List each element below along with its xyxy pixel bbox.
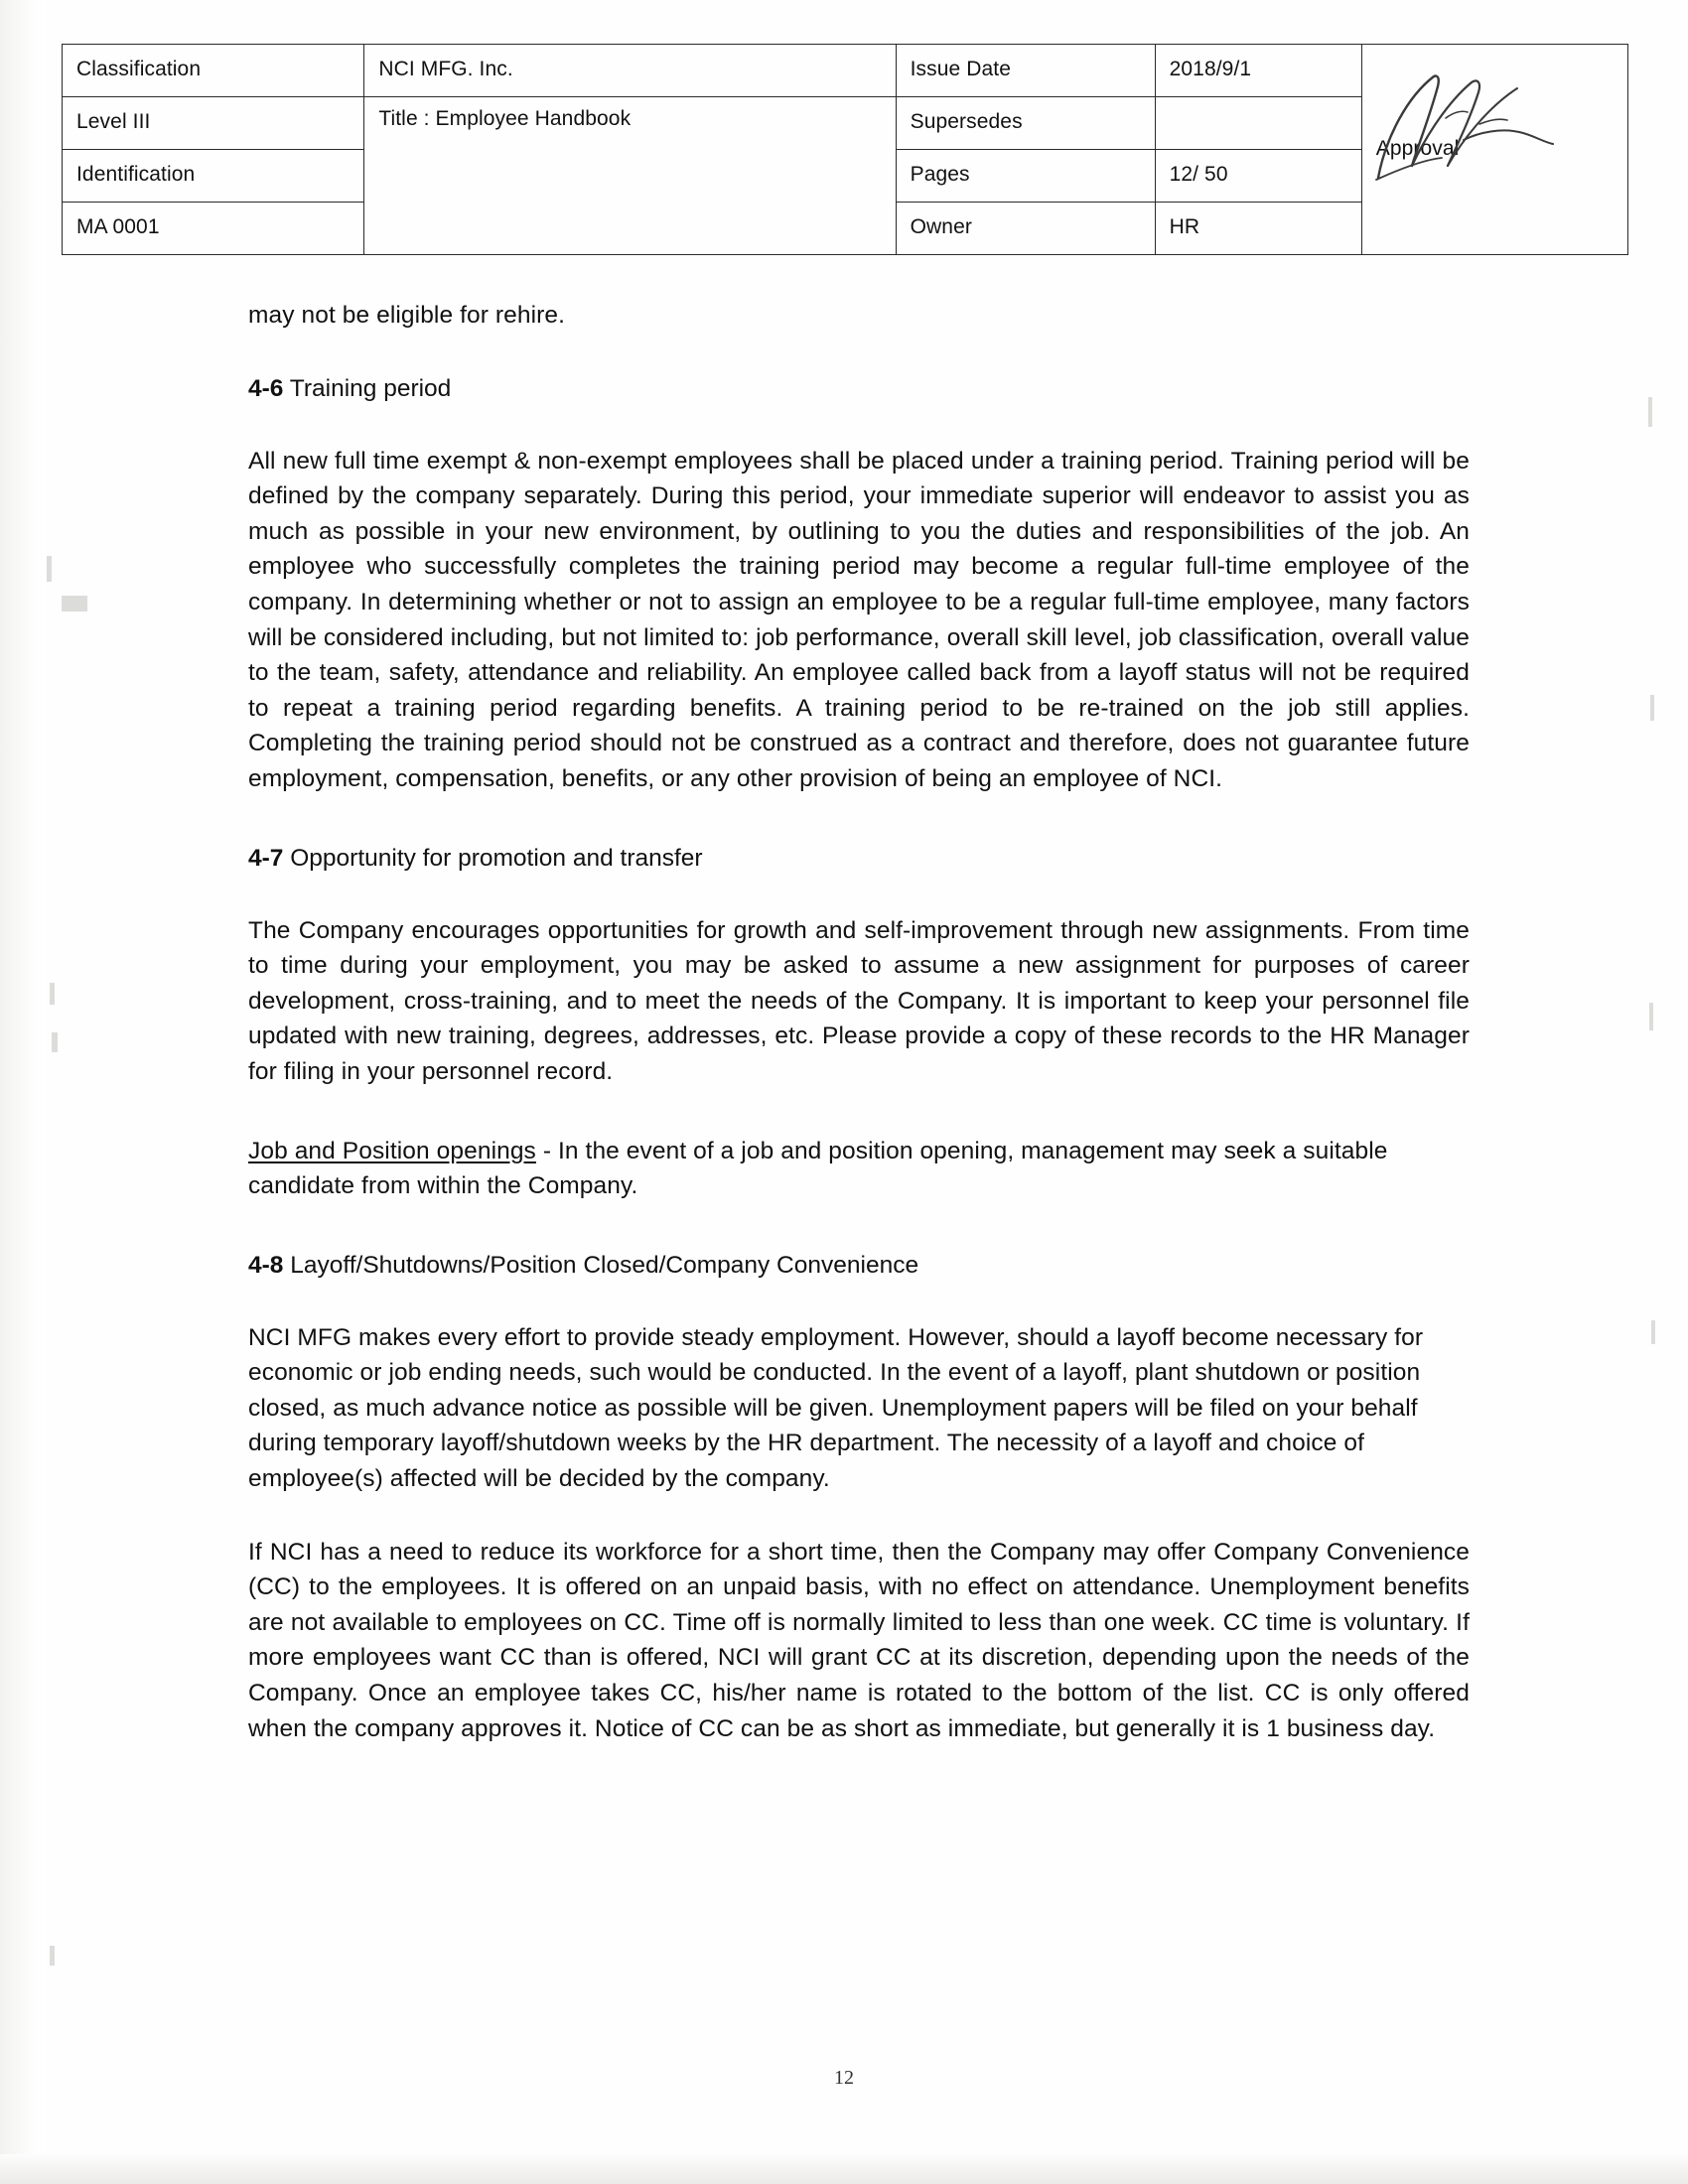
subsection-job-and-position-openings [248,1134,1470,1204]
spacer [248,1283,1470,1320]
document-header-table [62,44,1628,255]
subsection-body-text: - In the event of a job and position opening, management may seek a suitable candidate from within the Company. [248,1137,1388,1200]
scan-edge-shadow-left [0,0,46,2184]
spacer [248,797,1470,841]
section-number-4-6: 4-6 [248,374,284,402]
page-number-footer: 12 [834,2067,854,2089]
header-cell-issue-date-label: Issue Date [896,45,1155,97]
subsection-lead-underlined: Job and Position openings [248,1137,536,1164]
header-cell-issue-date-value: 2018/9/1 [1155,45,1361,97]
section-heading-4-8 [248,1248,1470,1283]
scan-artifact-speck [50,1946,55,1966]
spacer [248,406,1470,444]
section-heading-4-7 [248,841,1470,876]
header-row-classification [63,45,1628,97]
scan-artifact-speck [1648,397,1652,427]
spacer [248,1497,1470,1535]
approval-label: Approval [1375,136,1460,160]
scan-artifact-speck [1650,695,1654,721]
section-title-4-7: Opportunity for promotion and transfer [283,844,703,872]
scan-edge-shadow-bottom [0,2154,1688,2184]
continued-sentence: may not be eligible for rehire. [248,302,566,329]
scan-artifact-speck [1649,1003,1653,1030]
header-cell-approval [1361,45,1627,255]
scan-artifact-speck [1651,1320,1655,1344]
approval-signature [1368,67,1557,184]
header-cell-identification-value: MA 0001 [63,203,364,255]
header-cell-supersedes-label: Supersedes [896,97,1155,150]
section-number-4-7: 4-7 [248,844,284,872]
section-number-4-8: 4-8 [248,1251,284,1279]
header-cell-pages-value: 12/ 50 [1155,150,1361,203]
section-4-8-paragraph-1: NCI MFG makes every effort to provide steady employment. However, should a layoff become necessary for economic or job ending needs, such would be conducted. In the event of a layoff, plant shutdown or position closed, as much advance notice as possible will be given. Unemployment papers will be filed on your behalf during temporary layoff/shutdown weeks by the HR department. The necessity of a layoff and choice of employee(s) affected will be decided by the company. [248,1323,1424,1493]
scan-artifact-speck [50,983,55,1005]
spacer [248,876,1470,913]
spacer [248,334,1470,371]
section-title-4-8: Layoff/Shutdowns/Position Closed/Company Convenience [283,1251,919,1279]
section-4-7-paragraph: The Company encourages opportunities for growth and self-improvement through new assignments. From time to time during your employment, you may be asked to assume a new assignment for purposes of career development, cross-training, and to meet the needs of the Company. It is important to keep your personnel file updated with new training, degrees, addresses, etc. Please provide a copy of these records to the HR Manager for filing in your personnel record. [248,916,1470,1085]
section-4-8-paragraph-2: If NCI has a need to reduce its workforce for a short time, then the Company may offer Company Convenience (CC) to the employees. It is offered on an unpaid basis, with no effect on attendance. Unemployment benefits are not available to employees on CC. Time off is normally limited to less than one week. CC time is voluntary. If more employees want CC than is offered, NCI will grant CC at its discretion, depending upon the needs of the Company. Once an employee takes CC, his/her name is rotated to the bottom of the list. CC is only offered when the company approves it. Notice of CC can be as short as immediate, but generally it is 1 business day. [248,1538,1470,1742]
scan-artifact-speck [62,596,87,612]
header-cell-classification-label: Classification [63,45,364,97]
header-cell-owner-label: Owner [896,203,1155,255]
header-cell-document-title: Title : Employee Handbook [364,97,896,255]
spacer [248,1090,1470,1134]
header-cell-identification-label: Identification [63,150,364,203]
header-cell-supersedes-value [1155,97,1361,150]
section-heading-4-6 [248,371,1470,406]
section-title-4-6: Training period [283,374,452,402]
scan-artifact-speck [47,556,52,582]
header-cell-pages-label: Pages [896,150,1155,203]
scan-artifact-speck [52,1032,58,1052]
header-cell-owner-value: HR [1155,203,1361,255]
document-body [248,298,1470,1746]
spacer [248,1204,1470,1248]
header-cell-level-value: Level III [63,97,364,150]
header-cell-company-name: NCI MFG. Inc. [364,45,896,97]
section-4-6-paragraph: All new full time exempt & non-exempt employees shall be placed under a training period. Training period will be defined by the company separately. During this period, your immediate superior will endeavor to assist you as much as possible in your new environment, by outlining to you the duties and responsibilities of the job. An employee who successfully completes the training period may become a regular full-time employee of the company. In determining whether or not to assign an employee to be a regular full-time employee, many factors will be considered including, but not limited to: job performance, overall skill level, job classification, overall value to the team, safety, attendance and reliability. An employee called back from a layoff status will not be required to repeat a training period regarding benefits. A training period to be re-trained on the job still applies. Completing the training period should not be construed as a contract and therefore, does not guarantee future employment, compensation, benefits, or any other provision of being an employee of NCI. [248,447,1470,792]
